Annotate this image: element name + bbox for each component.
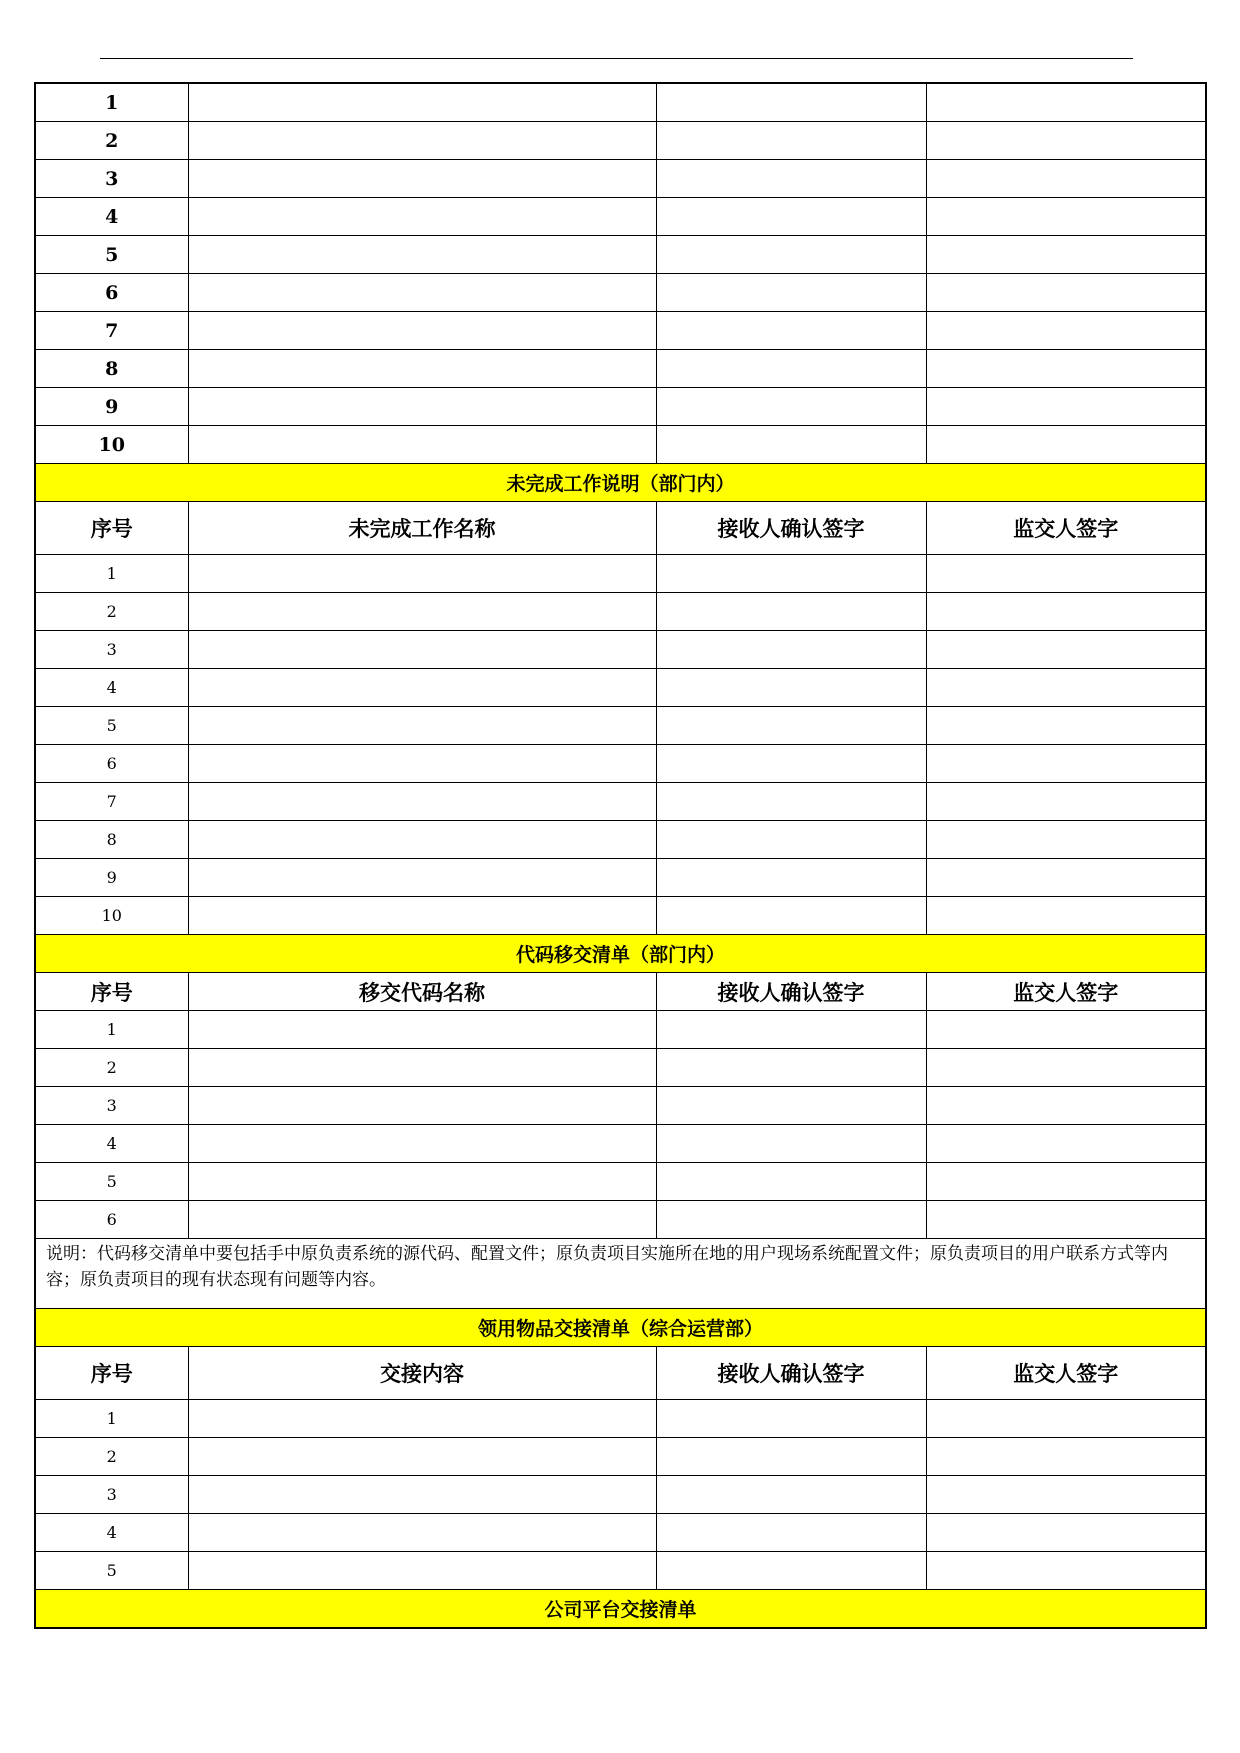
name-cell[interactable] <box>188 821 656 859</box>
row-number: 1 <box>35 555 188 593</box>
supervisor-signature-cell[interactable] <box>926 1125 1206 1163</box>
header-receiver-signature: 接收人确认签字 <box>656 502 926 555</box>
row-number: 5 <box>35 236 188 274</box>
list-row <box>35 669 1206 707</box>
list-row <box>35 1011 1206 1049</box>
name-cell[interactable] <box>188 236 656 274</box>
name-cell[interactable] <box>188 312 656 350</box>
list-row <box>35 236 1206 274</box>
name-cell[interactable] <box>188 1125 656 1163</box>
list-row <box>35 1514 1206 1552</box>
supervisor-signature-cell[interactable] <box>926 1087 1206 1125</box>
supervisor-signature-cell[interactable] <box>926 821 1206 859</box>
supervisor-signature-cell[interactable] <box>926 631 1206 669</box>
name-cell[interactable] <box>188 122 656 160</box>
row-number: 7 <box>35 783 188 821</box>
name-cell[interactable] <box>188 274 656 312</box>
name-cell[interactable] <box>188 426 656 464</box>
section-title: 公司平台交接清单 <box>35 1590 1206 1629</box>
receiver-signature-cell[interactable] <box>656 1011 926 1049</box>
row-number: 10 <box>35 426 188 464</box>
supervisor-signature-cell[interactable] <box>926 236 1206 274</box>
receiver-signature-cell[interactable] <box>656 198 926 236</box>
list-row <box>35 631 1206 669</box>
supervisor-signature-cell[interactable] <box>926 669 1206 707</box>
section-title: 领用物品交接清单（综合运营部） <box>35 1309 1206 1347</box>
code-handover-note: 说明：代码移交清单中要包括手中原负责系统的源代码、配置文件；原负责项目实施所在地的用户现场系统配置文件；原负责项目的用户联系方式等内容；原负责项目的现有状态现有问题等内容。 <box>35 1239 1206 1309</box>
handover-form-table <box>34 82 1207 1629</box>
list-row <box>35 1049 1206 1087</box>
supervisor-signature-cell[interactable] <box>926 388 1206 426</box>
list-row <box>35 83 1206 122</box>
supervisor-signature-cell[interactable] <box>926 1049 1206 1087</box>
supervisor-signature-cell[interactable] <box>926 274 1206 312</box>
name-cell[interactable] <box>188 555 656 593</box>
receiver-signature-cell[interactable] <box>656 1163 926 1201</box>
list-row <box>35 897 1206 935</box>
name-cell[interactable] <box>188 198 656 236</box>
list-row <box>35 1125 1206 1163</box>
header-seq: 序号 <box>35 502 188 555</box>
supervisor-signature-cell[interactable] <box>926 1514 1206 1552</box>
list-row <box>35 122 1206 160</box>
section-platform-handover <box>35 1590 1206 1629</box>
header-rule <box>100 58 1133 59</box>
row-number: 4 <box>35 1125 188 1163</box>
row-number: 2 <box>35 593 188 631</box>
supervisor-signature-cell[interactable] <box>926 1400 1206 1438</box>
header-receiver-signature: 接收人确认签字 <box>656 1347 926 1400</box>
supervisor-signature-cell[interactable] <box>926 312 1206 350</box>
list-row <box>35 1400 1206 1438</box>
name-cell[interactable] <box>188 1049 656 1087</box>
list-row <box>35 1552 1206 1590</box>
list-row <box>35 426 1206 464</box>
row-number: 1 <box>35 83 188 122</box>
receiver-signature-cell[interactable] <box>656 555 926 593</box>
supervisor-signature-cell[interactable] <box>926 593 1206 631</box>
row-number: 2 <box>35 122 188 160</box>
note-row <box>35 1239 1206 1309</box>
list-row <box>35 350 1206 388</box>
row-number: 8 <box>35 350 188 388</box>
name-cell[interactable] <box>188 350 656 388</box>
supervisor-signature-cell[interactable] <box>926 160 1206 198</box>
list-row <box>35 1201 1206 1239</box>
name-cell[interactable] <box>188 1514 656 1552</box>
row-number: 5 <box>35 1163 188 1201</box>
name-cell[interactable] <box>188 1552 656 1590</box>
row-number: 1 <box>35 1400 188 1438</box>
supervisor-signature-cell[interactable] <box>926 1552 1206 1590</box>
column-header-row <box>35 973 1206 1011</box>
name-cell[interactable] <box>188 1011 656 1049</box>
receiver-signature-cell[interactable] <box>656 821 926 859</box>
supervisor-signature-cell[interactable] <box>926 707 1206 745</box>
list-row <box>35 1476 1206 1514</box>
column-header-row <box>35 1347 1206 1400</box>
receiver-signature-cell[interactable] <box>656 631 926 669</box>
list-row <box>35 821 1206 859</box>
receiver-signature-cell[interactable] <box>656 593 926 631</box>
row-number: 6 <box>35 745 188 783</box>
supervisor-signature-cell[interactable] <box>926 426 1206 464</box>
receiver-signature-cell[interactable] <box>656 236 926 274</box>
list-row <box>35 555 1206 593</box>
row-number: 4 <box>35 198 188 236</box>
column-header-row <box>35 502 1206 555</box>
name-cell[interactable] <box>188 1476 656 1514</box>
supervisor-signature-cell[interactable] <box>926 122 1206 160</box>
row-number: 9 <box>35 388 188 426</box>
receiver-signature-cell[interactable] <box>656 274 926 312</box>
receiver-signature-cell[interactable] <box>656 859 926 897</box>
name-cell[interactable] <box>188 897 656 935</box>
list-row <box>35 198 1206 236</box>
supervisor-signature-cell[interactable] <box>926 198 1206 236</box>
name-cell[interactable] <box>188 631 656 669</box>
header-seq: 序号 <box>35 1347 188 1400</box>
header-supervisor-signature: 监交人签字 <box>926 502 1206 555</box>
name-cell[interactable] <box>188 1201 656 1239</box>
row-number: 3 <box>35 160 188 198</box>
section-title: 代码移交清单（部门内） <box>35 935 1206 973</box>
row-number: 8 <box>35 821 188 859</box>
row-number: 2 <box>35 1438 188 1476</box>
name-cell[interactable] <box>188 1163 656 1201</box>
name-cell[interactable] <box>188 745 656 783</box>
name-cell[interactable] <box>188 593 656 631</box>
section-items-handover <box>35 1309 1206 1347</box>
name-cell[interactable] <box>188 1438 656 1476</box>
receiver-signature-cell[interactable] <box>656 83 926 122</box>
row-number: 2 <box>35 1049 188 1087</box>
supervisor-signature-cell[interactable] <box>926 897 1206 935</box>
header-supervisor-signature: 监交人签字 <box>926 973 1206 1011</box>
receiver-signature-cell[interactable] <box>656 388 926 426</box>
list-row <box>35 593 1206 631</box>
list-row <box>35 1163 1206 1201</box>
supervisor-signature-cell[interactable] <box>926 555 1206 593</box>
section-title: 未完成工作说明（部门内） <box>35 464 1206 502</box>
receiver-signature-cell[interactable] <box>656 1049 926 1087</box>
name-cell[interactable] <box>188 160 656 198</box>
receiver-signature-cell[interactable] <box>656 1514 926 1552</box>
receiver-signature-cell[interactable] <box>656 312 926 350</box>
row-number: 10 <box>35 897 188 935</box>
list-row <box>35 1087 1206 1125</box>
header-receiver-signature: 接收人确认签字 <box>656 973 926 1011</box>
row-number: 1 <box>35 1011 188 1049</box>
receiver-signature-cell[interactable] <box>656 160 926 198</box>
row-number: 4 <box>35 1514 188 1552</box>
receiver-signature-cell[interactable] <box>656 1552 926 1590</box>
receiver-signature-cell[interactable] <box>656 1400 926 1438</box>
name-cell[interactable] <box>188 707 656 745</box>
name-cell[interactable] <box>188 669 656 707</box>
supervisor-signature-cell[interactable] <box>926 859 1206 897</box>
supervisor-signature-cell[interactable] <box>926 745 1206 783</box>
list-row <box>35 1438 1206 1476</box>
header-item-name: 交接内容 <box>188 1347 656 1400</box>
receiver-signature-cell[interactable] <box>656 350 926 388</box>
section-code-handover <box>35 935 1206 973</box>
list-row <box>35 707 1206 745</box>
row-number: 6 <box>35 1201 188 1239</box>
name-cell[interactable] <box>188 1400 656 1438</box>
supervisor-signature-cell[interactable] <box>926 1163 1206 1201</box>
list-row <box>35 783 1206 821</box>
list-row <box>35 312 1206 350</box>
row-number: 3 <box>35 1476 188 1514</box>
receiver-signature-cell[interactable] <box>656 669 926 707</box>
row-number: 5 <box>35 1552 188 1590</box>
supervisor-signature-cell[interactable] <box>926 783 1206 821</box>
list-row <box>35 859 1206 897</box>
receiver-signature-cell[interactable] <box>656 122 926 160</box>
receiver-signature-cell[interactable] <box>656 1087 926 1125</box>
row-number: 5 <box>35 707 188 745</box>
receiver-signature-cell[interactable] <box>656 1201 926 1239</box>
name-cell[interactable] <box>188 859 656 897</box>
row-number: 6 <box>35 274 188 312</box>
name-cell[interactable] <box>188 1087 656 1125</box>
supervisor-signature-cell[interactable] <box>926 1476 1206 1514</box>
header-seq: 序号 <box>35 973 188 1011</box>
name-cell[interactable] <box>188 388 656 426</box>
supervisor-signature-cell[interactable] <box>926 350 1206 388</box>
supervisor-signature-cell[interactable] <box>926 83 1206 122</box>
row-number: 9 <box>35 859 188 897</box>
supervisor-signature-cell[interactable] <box>926 1201 1206 1239</box>
list-row <box>35 160 1206 198</box>
header-item-name: 移交代码名称 <box>188 973 656 1011</box>
receiver-signature-cell[interactable] <box>656 783 926 821</box>
receiver-signature-cell[interactable] <box>656 1476 926 1514</box>
list-row <box>35 388 1206 426</box>
row-number: 4 <box>35 669 188 707</box>
receiver-signature-cell[interactable] <box>656 897 926 935</box>
name-cell[interactable] <box>188 783 656 821</box>
receiver-signature-cell[interactable] <box>656 745 926 783</box>
row-number: 3 <box>35 1087 188 1125</box>
receiver-signature-cell[interactable] <box>656 1125 926 1163</box>
row-number: 3 <box>35 631 188 669</box>
header-item-name: 未完成工作名称 <box>188 502 656 555</box>
receiver-signature-cell[interactable] <box>656 1438 926 1476</box>
receiver-signature-cell[interactable] <box>656 707 926 745</box>
header-supervisor-signature: 监交人签字 <box>926 1347 1206 1400</box>
supervisor-signature-cell[interactable] <box>926 1438 1206 1476</box>
row-number: 7 <box>35 312 188 350</box>
section-unfinished-work <box>35 464 1206 502</box>
list-row <box>35 745 1206 783</box>
list-row <box>35 274 1206 312</box>
receiver-signature-cell[interactable] <box>656 426 926 464</box>
supervisor-signature-cell[interactable] <box>926 1011 1206 1049</box>
name-cell[interactable] <box>188 83 656 122</box>
